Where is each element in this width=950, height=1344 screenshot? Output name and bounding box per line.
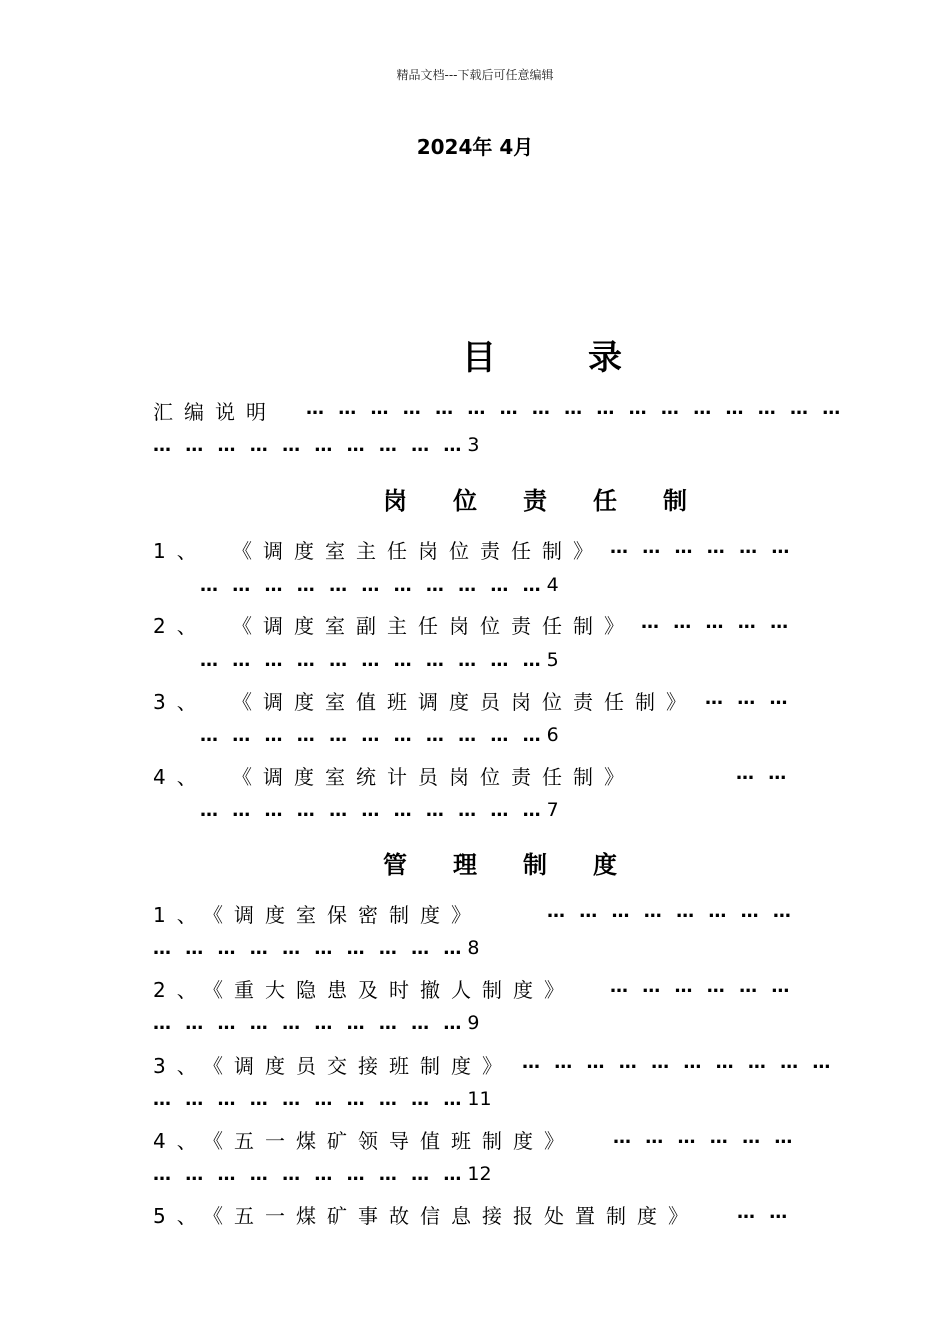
page-number: 7 xyxy=(546,799,559,821)
toc-entry[interactable]: 《调度室副主任岗位责任制》 xyxy=(232,614,635,638)
page-number: 3 xyxy=(467,434,480,456)
toc-entry[interactable]: 《调度室主任岗位责任制》 xyxy=(232,539,604,563)
toc-dots: … … … … … … … … … … 3 xyxy=(153,434,480,456)
toc-item-number: 4、 xyxy=(153,765,208,789)
toc-item-number: 3、 xyxy=(153,1054,208,1078)
page-number: 4 xyxy=(546,574,559,596)
toc-dots: … … … xyxy=(705,688,792,709)
toc-dots: … … … … … … … … … … … … … … … … … xyxy=(306,398,845,419)
toc-dots: … … … … … xyxy=(641,612,793,633)
toc-dots: … … … … … … xyxy=(613,1127,797,1148)
toc-item-number: 5、 xyxy=(153,1204,208,1228)
toc-entry[interactable]: 《五一煤矿领导值班制度》 xyxy=(203,1129,575,1153)
page-number: 5 xyxy=(546,649,559,671)
section-title-responsibility: 岗位责任制 xyxy=(383,487,733,515)
page-number: 12 xyxy=(467,1163,492,1185)
toc-item-number: 4、 xyxy=(153,1129,208,1153)
toc-entry[interactable]: 《调度员交接班制度》 xyxy=(203,1054,513,1078)
toc-dots: … … … … … … … … … … 12 xyxy=(153,1163,492,1185)
page-header: 精品文档---下载后可任意编辑 xyxy=(396,68,554,82)
toc-item-number: 1、 xyxy=(153,539,208,563)
toc-dots: … … … … … … xyxy=(610,976,794,997)
toc-dots: … … … … … … … … … … 9 xyxy=(153,1012,480,1034)
toc-entry[interactable]: 《重大隐患及时撤人制度》 xyxy=(203,978,575,1002)
toc-dots: … … … … … … … … … … 11 xyxy=(153,1088,492,1110)
toc-item-number: 3、 xyxy=(153,690,208,714)
toc-dots: … … xyxy=(736,763,791,784)
page-number: 8 xyxy=(467,937,480,959)
page-number: 6 xyxy=(546,724,559,746)
toc-dots: … … … … … … … … … … xyxy=(522,1052,835,1073)
page-number: 11 xyxy=(467,1088,492,1110)
toc-dots: … … … … … … xyxy=(610,537,794,558)
document-date: 2024年 4月 xyxy=(416,135,534,159)
toc-item-number: 2、 xyxy=(153,978,208,1002)
toc-dots: … … xyxy=(737,1202,792,1223)
toc-item-number: 1、 xyxy=(153,903,208,927)
toc-title: 目录 xyxy=(462,338,714,378)
toc-entry[interactable]: 《调度室值班调度员岗位责任制》 xyxy=(232,690,697,714)
toc-entry-intro[interactable]: 汇编说明 xyxy=(153,400,277,424)
toc-dots: … … … … … … … … xyxy=(547,901,795,922)
page-number: 9 xyxy=(467,1012,480,1034)
toc-dots: … … … … … … … … … … … 7 xyxy=(200,799,559,821)
section-title-management: 管理制度 xyxy=(383,851,663,879)
toc-dots: … … … … … … … … … … … 4 xyxy=(200,574,559,596)
toc-dots: … … … … … … … … … … 8 xyxy=(153,937,480,959)
toc-dots: … … … … … … … … … … … 6 xyxy=(200,724,559,746)
toc-entry[interactable]: 《调度室统计员岗位责任制》 xyxy=(232,765,635,789)
toc-entry[interactable]: 《调度室保密制度》 xyxy=(203,903,482,927)
toc-entry[interactable]: 《五一煤矿事故信息接报处置制度》 xyxy=(203,1204,699,1228)
toc-item-number: 2、 xyxy=(153,614,208,638)
toc-dots: … … … … … … … … … … … 5 xyxy=(200,649,559,671)
